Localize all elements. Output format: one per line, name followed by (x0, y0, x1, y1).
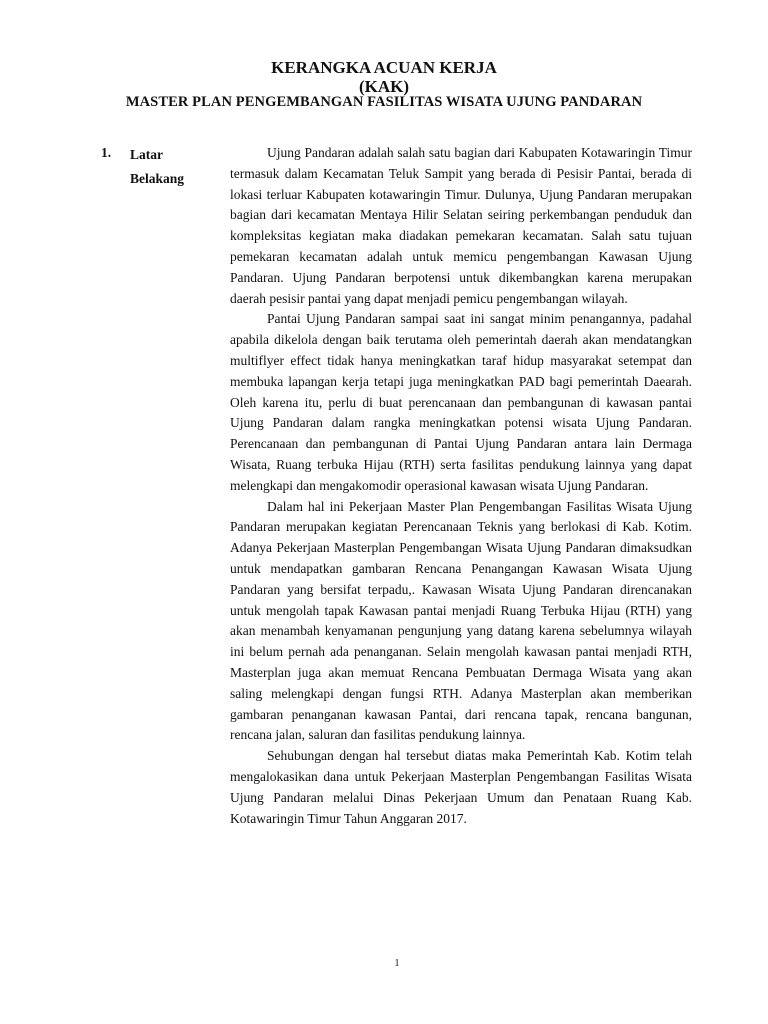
section-number: 1. (101, 145, 112, 160)
paragraph: Sehubungan dengan hal tersebut diatas maka Pemerintah Kab. Kotim telah mengalokasikan dana untuk Pekerjaan Masterplan Pengembangan Fasilitas Wisata Ujung Pandaran melalui Dinas Pekerjaan Umum dan Penataan Ruang Kab. Kotawaringin Timur Tahun Anggaran 2017. (230, 748, 692, 826)
paragraph: Ujung Pandaran adalah salah satu bagian dari Kabupaten Kotawaringin Timur termasuk dalam Kecamatan Teluk Sampit yang berada di Pesisir Pantai, berada di lokasi terluar Kabupaten kotawaringin Timur. Dulunya, Ujung Pandaran merupakan bagian dari kecamatan Mentaya Hilir Selatan seiring perkembangan penduduk dan kompleksitas kegiatan maka diadakan pemekaran kecamatan. Salah satu tujuan pemekaran kecamatan adalah untuk memicu pengembangan Kawasan Ujung Pandaran. Ujung Pandaran berpotensi untuk dikembangkan karena merupakan daerah pesisir pantai yang dapat menjadi pemicu pengembangan wilayah. (230, 145, 692, 306)
paragraph: Pantai Ujung Pandaran sampai saat ini sangat minim penangannya, padahal apabila dikelola dengan baik terutama oleh pemerintah daerah akan mendatangkan multiflyer effect tidak hanya meningkatkan taraf hidup masyarakat setempat dan membuka lapangan kerja tetapi juga meningkatkan PAD bagi pemerintah Daearah. Oleh karena itu, perlu di buat perencanaan dan pembangunan di kawasan pantai Ujung Pandaran dalam rangka meningkatkan potensi wisata Ujung Pandaran. Perencanaan dan pembangunan di Pantai Ujung Pandaran antara lain Dermaga Wisata, Ruang terbuka Hijau (RTH) serta fasilitas pendukung lainnya yang dapat melengkapi dan mengakomodir operasional kawasan wisata Ujung Pandaran. (230, 311, 692, 493)
page-number: 1 (394, 958, 400, 969)
document-title: KERANGKA ACUAN KERJA (271, 58, 497, 77)
section-body (230, 143, 692, 829)
section-label: Latar Belakang (130, 147, 185, 186)
document-title-abbreviation: (KAK) (358, 77, 410, 96)
paragraph: Dalam hal ini Pekerjaan Master Plan Pengembangan Fasilitas Wisata Ujung Pandaran merupakan kegiatan Perencanaan Teknis yang berlokasi di Kab. Kotim. Adanya Pekerjaan Masterplan Pengembangan Wisata Ujung Pandaran dimaksudkan untuk mendapatkan gambaran Rencana Penangangan Kawasan Wisata Ujung Pandaran yang bersifat terpadu,. Kawasan Wisata Ujung Pandaran direncanakan untuk mengolah tapak Kawasan pantai menjadi Ruang Terbuka Hijau (RTH) yang akan menambah kenyamanan pengunjung yang datang karena sebelumnya wilayah ini belum pernah ada penanganan. Selain mengolah kawasan pantai menjadi RTH, Masterplan juga akan memuat Rencana Pembuatan Dermaga Wisata yang akan saling melengkapi dengan fungsi RTH. Adanya Masterplan akan memberikan gambaran penanganan kawasan Pantai, dari rencana tapak, rencana bangunan, rencana jalan, saluran dan fasilitas pendukung lainnya. (230, 498, 692, 743)
document-subtitle: MASTER PLAN PENGEMBANGAN FASILITAS WISATA UJUNG PANDARAN (125, 94, 643, 110)
